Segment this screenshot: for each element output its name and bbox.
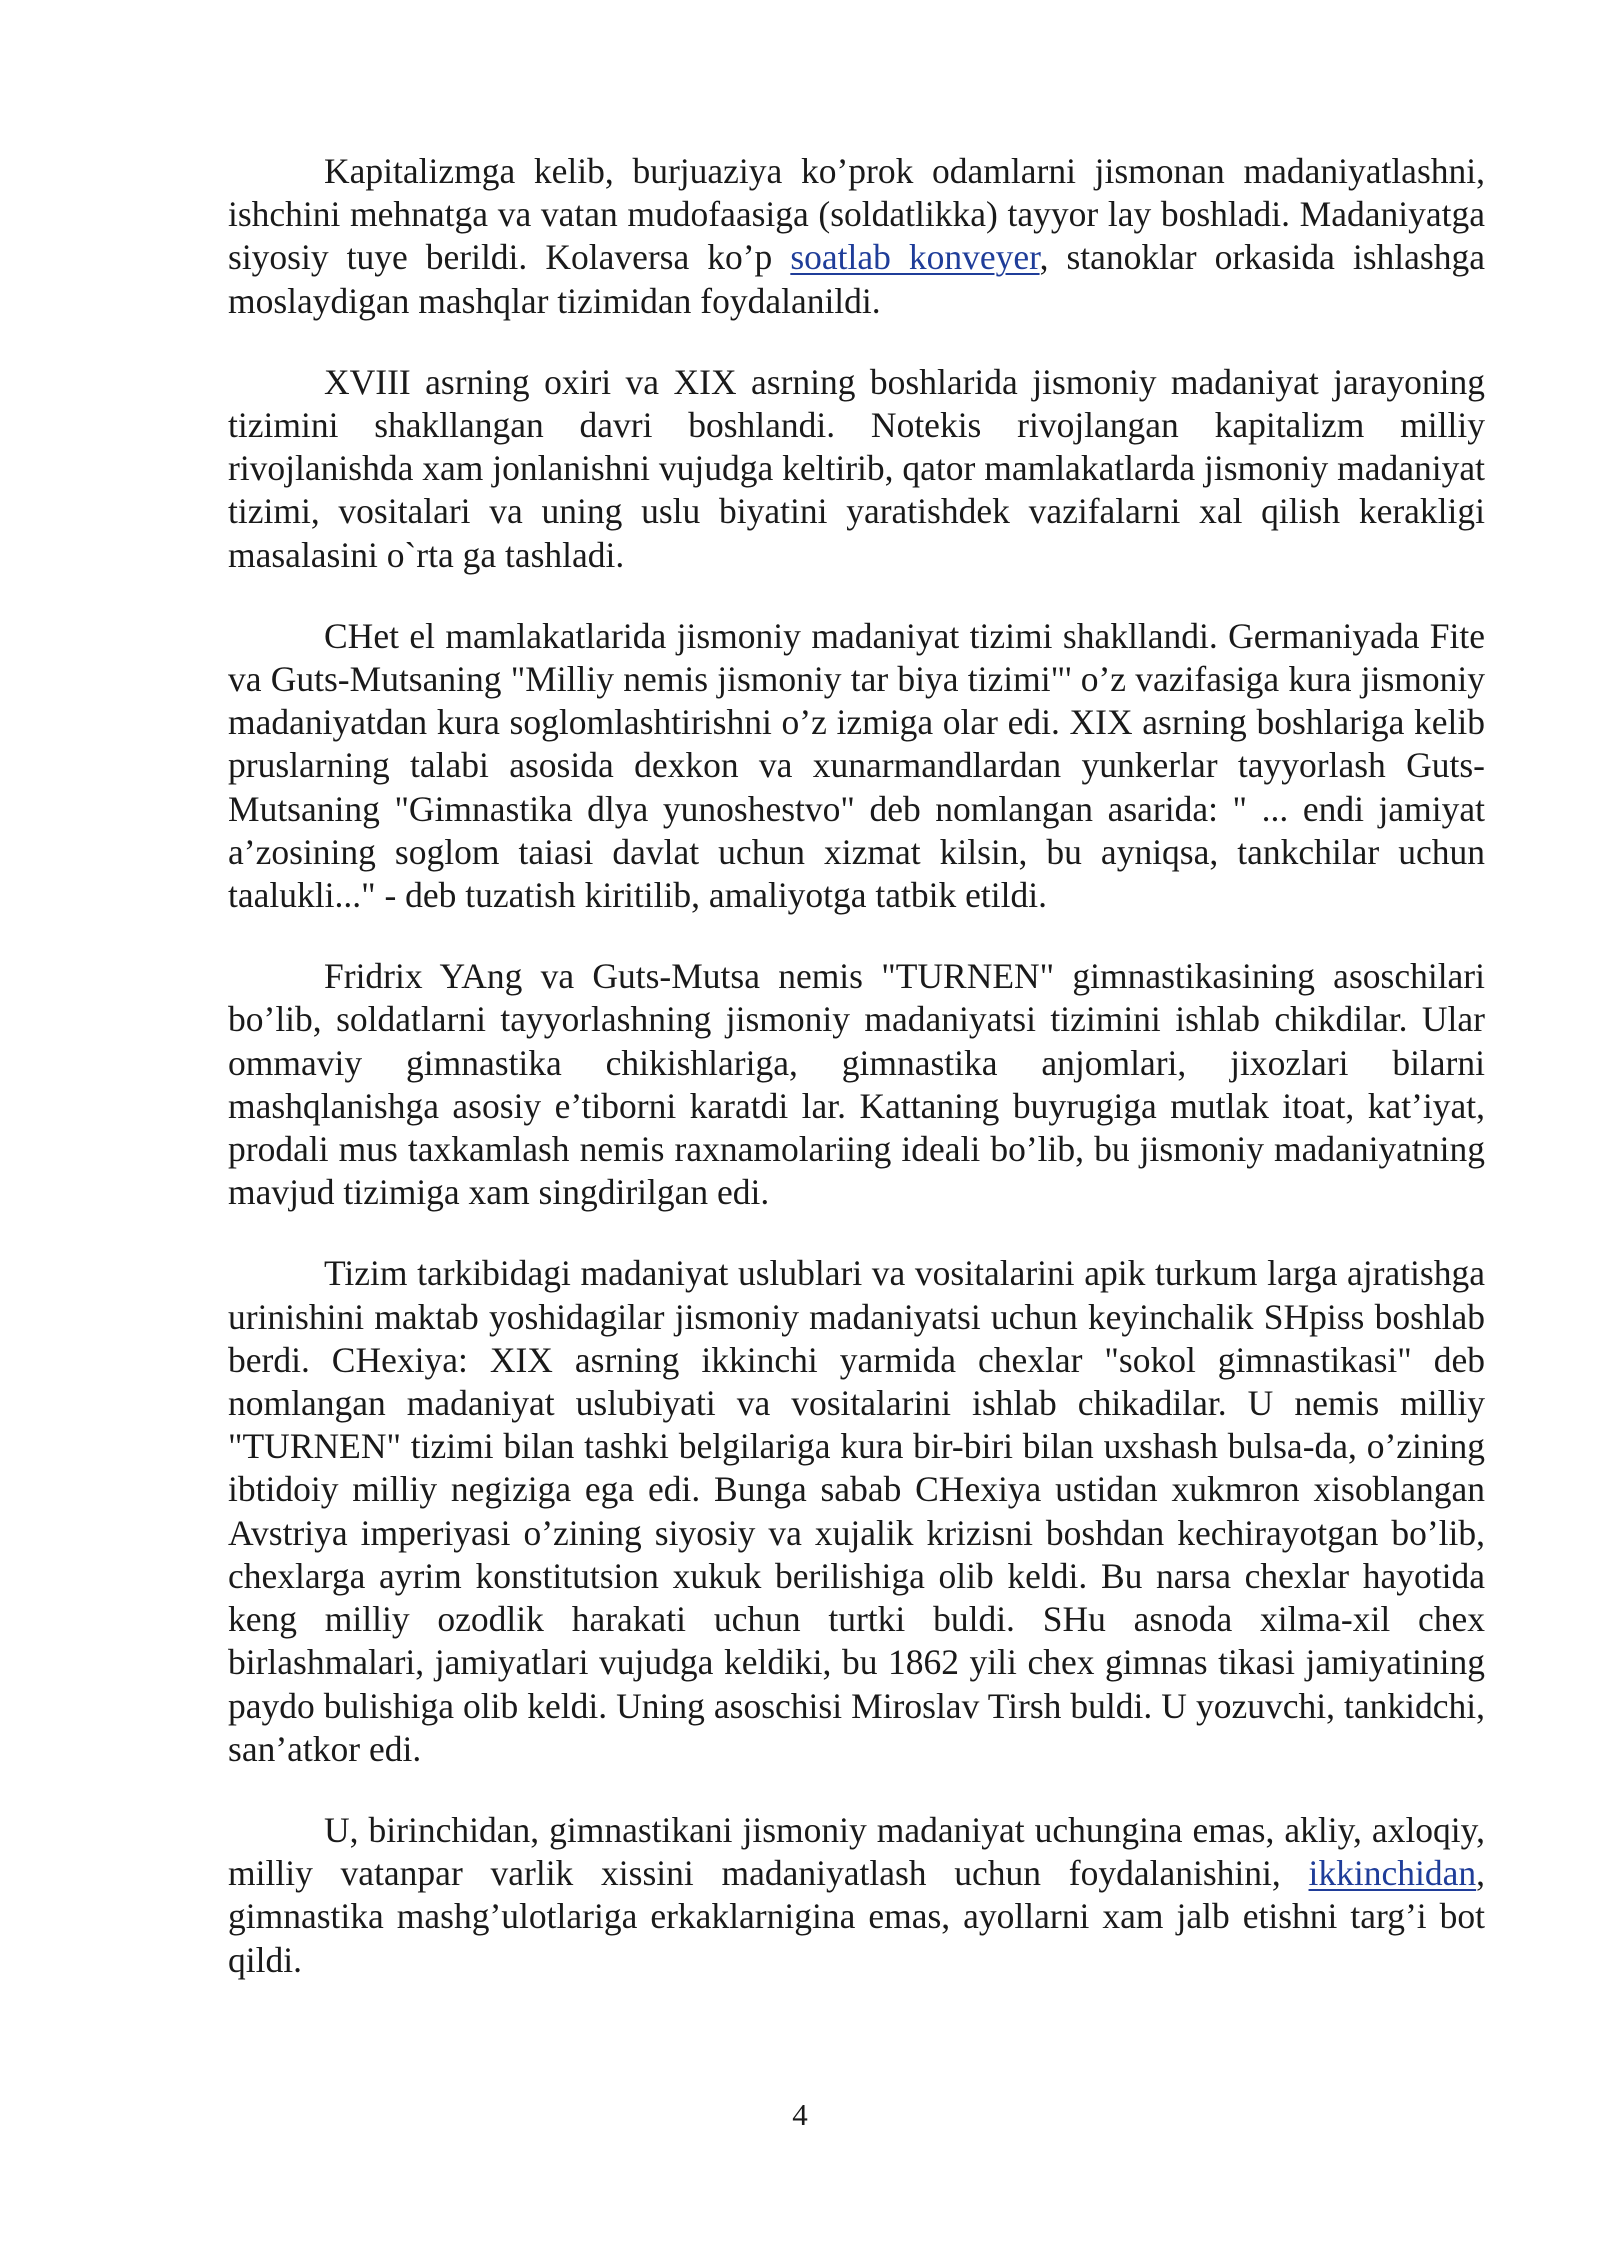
paragraph-1-text-before: Kapitalizmga kelib, burjuaziya ko’prok odamlarni jismonan madaniyatlashni, ishchini mehnatga va vatan mudofaasiga (soldatlikka) tayyor lay boshladi. Madaniyatga siyosiy tuye berildi. Kolaversa ko’p — [228, 151, 1485, 278]
document-body — [228, 150, 1485, 2020]
paragraph-5: Tizim tarkibidagi madaniyat uslublari va vositalarini apik turkum larga ajratishga urinishini maktab yoshidagilar jismoniy madaniyatsi uchun keyinchalik SHpiss boshlab berdi. CHexiya: XIX asrning ikkinchi yarmida chexlar "sokol gimnastikasi" deb nomlangan madaniyat uslubiyati va vositalarini ishlab chikadilar. U nemis milliy "TURNEN" tizimi bilan tashki belgilariga kura bir-biri bilan uxshash bulsa-da, o’zining ibtidoiy milliy negiziga ega edi. Bunga sabab CHexiya ustidan xukmron xisoblangan Avstriya imperiyasi o’zining siyosiy va xujalik krizisni boshdan kechirayotgan bo’lib, chexlarga ayrim konstitutsion xukuk berilishiga olib keldi. Bu narsa chexlar hayotida keng milliy ozodlik harakati uchun turtki buldi. SHu asnoda xilma-xil chex birlashmalari, jamiyatlari vujudga keldiki, bu 1862 yili chex gimnas tikasi jamiyatining paydo bulishiga olib keldi. Uning asoschisi Miroslav Tirsh buldi. U yozuvchi, tankidchi, san’atkor edi. — [228, 1253, 1485, 1769]
paragraph-1-text-after: , stanoklar orkasida ishlashga moslaydigan mashqlar tizimidan foydalanildi. — [228, 237, 1485, 321]
paragraph-4: Fridrix YAng va Guts-Mutsa nemis "TURNEN" gimnastikasining asoschilari bo’lib, soldatlarni tayyorlashning jismoniy madaniyatsi tizimini ishlab chikdilar. Ular ommaviy gimnastika chikishlariga, gimnastika anjomlari, jixozlari bilarni mashqlanishga asosiy e’tiborni karatdi lar. Kattaning buyrugiga mutlak itoat, kat’iyat, prodali mus taxkamlash nemis raxnamolariing ideali bo’lib, bu jismoniy madaniyatning mavjud tizimiga xam singdirilgan edi. — [228, 956, 1485, 1213]
paragraph-1 — [228, 150, 1485, 323]
paragraph-6-text-before: U, birinchidan, gimnastikani jismoniy madaniyat uchungina emas, akliy, axloqiy, milliy vatanpar varlik xissini madaniyatlash uchun foydalanishini, — [228, 1809, 1485, 1894]
paragraph-2: XVIII asrning oxiri va XIX asrning boshlarida jismoniy madaniyat jarayoning tizimini shakllangan davri boshlandi. Notekis rivojlangan kapitalizm milliy rivojlanishda xam jonlanishni vujudga keltirib, qator mamlakatlarda jismoniy madaniyat tizimi, vositalari va uning uslu biyatini yaratishdek vazifalarni xal qilish kerakligi masalasini o`rta ga tashladi. — [228, 361, 1486, 575]
paragraph-6 — [228, 1809, 1485, 1982]
page-number: 4 — [792, 2097, 808, 2132]
link-soatlab-konveyer[interactable]: soatlab konveyer — [790, 237, 1040, 278]
paragraph-3: CHet el mamlakatlarida jismoniy madaniyat tizimi shakllandi. Germaniyada Fite va Guts-Mutsaning "Milliy nemis jismoniy tar biya tizimi"' o’z vazifasiga kura jismoniy madaniyatdan kura soglomlashtirishni o’z izmiga olar edi. XIX asrning boshlariga kelib pruslarning talabi asosida dexkon va xunarmandlardan yunkerlar tayyorlash Guts-Mutsaning "Gimnastika dlya yunoshestvo" deb nomlangan asarida: " ... endi jamiyat a’zosining soglom taiasi davlat uchun xizmat kilsin, bu ayniqsa, tankchilar uchun taalukli..." - deb tuzatish kiritilib, amaliyotga tatbik etildi. — [228, 615, 1485, 916]
link-ikkinchidan[interactable]: ikkinchidan — [1308, 1853, 1477, 1894]
paragraph-6-text-after: , gimnastika mashg’ulotlariga erkaklarnigina emas, ayollarni xam jalb etishni targ’i bot qildi. — [228, 1853, 1485, 1980]
